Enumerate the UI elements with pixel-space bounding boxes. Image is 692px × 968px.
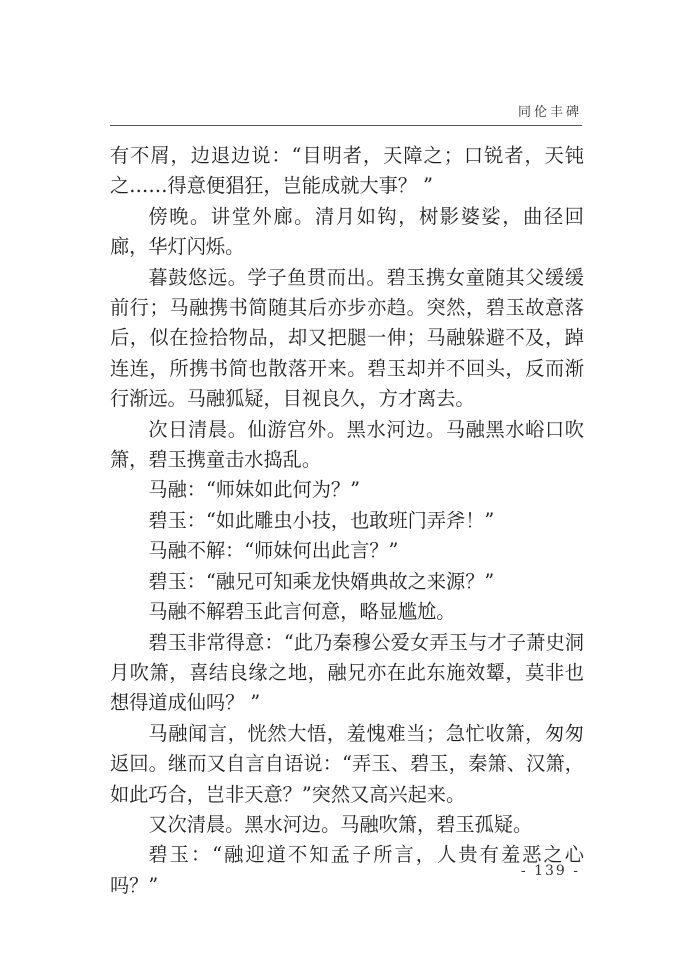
- paragraph: 暮鼓悠远。学子鱼贯而出。碧玉携女童随其父缓缓前行；马融携书简随其后亦步亦趋。突然，碧玉故意落后，似在捡拾物品，却又把腿一伸；马融躲避不及，踔连连，所携书简也散落开来。碧玉却并不回头，反而渐行渐远。马融狐疑，目视良久，方才离去。: [110, 265, 584, 411]
- paragraph: 碧玉：“融兄可知乘龙快婿典故之来源？”: [148, 569, 495, 593]
- paragraph: 碧玉非常得意：“此乃秦穆公爱女弄玉与才子萧史洞月吹箫，喜结良缘之地，融兄亦在此东施效颦，莫非也想得道成仙吗？ ”: [110, 630, 584, 715]
- paragraph: 碧玉：“融迎道不知孟子所言，人贵有羞恶之心吗？”: [110, 843, 584, 897]
- paragraph: 马融不解碧玉此言何意，略显尴尬。: [148, 600, 456, 624]
- paragraph: 有不屑，边退边说：“目明者，天障之；口锐者，天钝之……得意便猖狂，岂能成就大事？ ”: [110, 144, 584, 198]
- paragraph: 马融不解：“师妹何出此言？”: [148, 539, 399, 563]
- paragraph: 次日清晨。仙游宫外。黑水河边。马融黑水峪口吹箫，碧玉携童击水捣乱。: [110, 417, 584, 472]
- running-head-title: 同伦丰碑: [517, 105, 582, 120]
- header-rule: [110, 125, 582, 126]
- paragraph: 碧玉：“如此雕虫小技，也敢班门弄斧！”: [148, 508, 495, 532]
- paragraph: 又次清晨。黑水河边。马融吹箫，碧玉孤疑。: [148, 812, 533, 836]
- paragraph: 马融：“师妹如此何为？”: [148, 478, 360, 502]
- page-body: [110, 141, 584, 901]
- paragraph: 傍晚。讲堂外廊。清月如钩，树影婆娑，曲径回廊，华灯闪烁。: [110, 204, 584, 259]
- page-number: - 139 -: [520, 863, 580, 879]
- paragraph: 马融闻言，恍然大悟，羞愧难当；急忙收箫，匆匆返回。继而又自言自语说：“弄玉、碧玉，秦箫、汉箫， 如此巧合，岂非天意？”突然又高兴起来。: [110, 721, 584, 806]
